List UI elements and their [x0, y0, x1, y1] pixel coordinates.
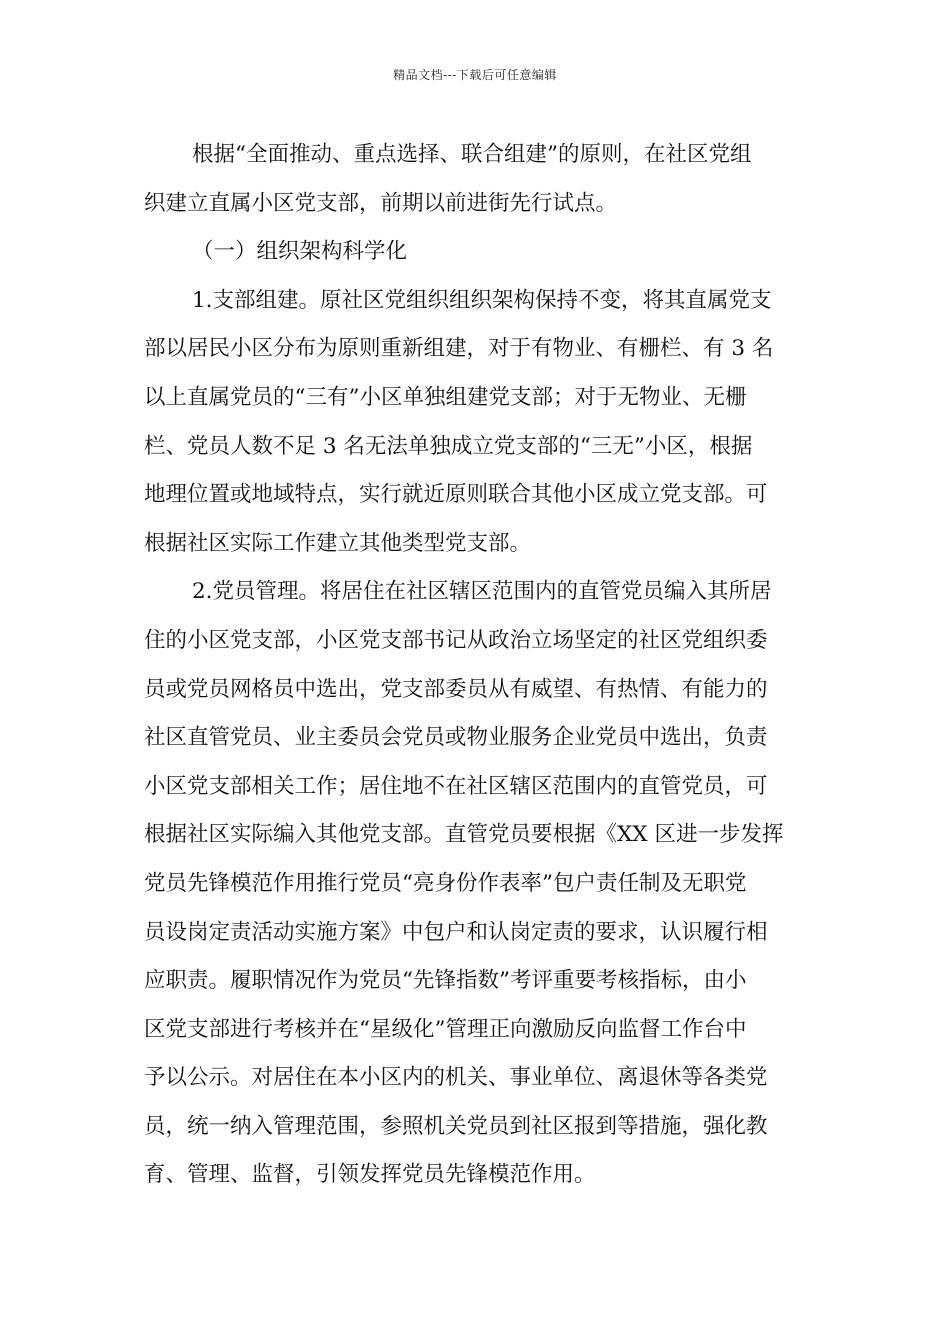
paragraph-2-line-5: 地理位置或地域特点，实行就近原则联合其他小区成立党支部。可: [144, 482, 768, 508]
paragraph-3-line-9: 应职责。履职情况作为党员“先锋指数”考评重要考核指标，由小: [144, 968, 747, 994]
paragraph-2-line-2: 部以居民小区分布为原则重新组建，对于有物业、有栅栏、有 3 名: [144, 336, 774, 362]
paragraph-3-line-3: 员或党员网格员中选出，党支部委员从有威望、有热情、有能力的: [144, 676, 768, 702]
paragraph-3-line-4: 社区直管党员、业主委员会党员或物业服务企业党员中选出，负责: [144, 725, 768, 751]
paragraph-3-line-1: 2.党员管理。将居住在社区辖区范围内的直管党员编入其所居: [192, 579, 772, 605]
paragraph-3-line-13: 育、管理、监督，引领发挥党员先锋模范作用。: [144, 1162, 596, 1188]
paragraph-3-line-5: 小区党支部相关工作；居住地不在社区辖区范围内的直管党员，可: [144, 773, 768, 799]
paragraph-1-line-2: 织建立直属小区党支部，前期以前进街先行试点。: [144, 190, 618, 216]
document-body: [144, 131, 810, 1200]
paragraph-3-line-10: 区党支部进行考核并在“星级化”管理正向激励反向监督工作台中: [144, 1016, 747, 1042]
paragraph-3-line-2: 住的小区党支部，小区党支部书记从政治立场坚定的社区党组织委: [144, 627, 768, 653]
section-heading: （一）组织架构科学化: [192, 239, 408, 265]
page-header: 精品文档---下载后可任意编辑: [393, 68, 557, 82]
paragraph-2-line-6: 根据社区实际工作建立其他类型党支部。: [144, 530, 532, 556]
paragraph-3-line-11: 予以公示。对居住在本小区内的机关、事业单位、离退休等各类党: [144, 1065, 768, 1091]
paragraph-3-line-8: 员设岗定责活动实施方案》中包户和认岗定责的要求，认识履行相: [144, 919, 768, 945]
paragraph-2-line-3: 以上直属党员的“三有”小区单独组建党支部；对于无物业、无栅: [144, 384, 747, 410]
paragraph-1-line-1: 根据“全面推动、重点选择、联合组建”的原则，在社区党组: [192, 142, 752, 167]
paragraph-3-line-7: 党员先锋模范作用推行党员“亮身份作表率”包户责任制及无职党: [144, 870, 747, 896]
paragraph-2-line-4: 栏、党员人数不足 3 名无法单独成立党支部的“三无”小区，根据: [144, 433, 753, 459]
paragraph-3-line-6: 根据社区实际编入其他党支部。直管党员要根据《XX 区进一步发挥: [144, 822, 784, 848]
paragraph-3-line-12: 员，统一纳入管理范围，参照机关党员到社区报到等措施，强化教: [144, 1113, 768, 1139]
paragraph-2-line-1: 1.支部组建。原社区党组织组织架构保持不变，将其直属党支: [192, 287, 772, 313]
